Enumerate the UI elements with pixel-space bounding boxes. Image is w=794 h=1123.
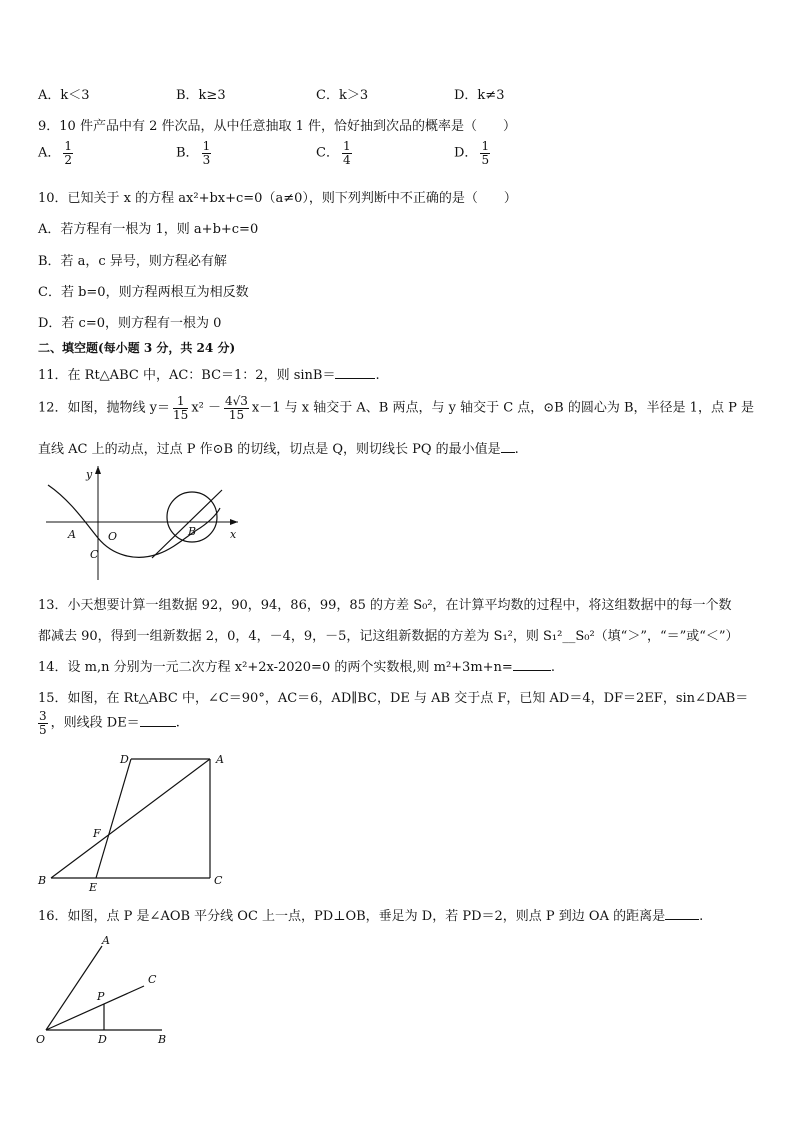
q13-line2: 都减去 90，得到一组新数据 2，0，4，－4，9，－5，记这组新数据的方差为 S₁²，则 S₁²__S₀²（填“＞”，“＝”或“＜”） — [38, 629, 739, 644]
parabola-curve — [48, 485, 220, 557]
q13-line1: 13．小天想要计算一组数据 92，90，94，86，99，85 的方差 S₀²，在计算平均数的过程中，将这组数据中的每一个数 — [38, 598, 732, 613]
label-c: C — [214, 874, 223, 887]
segment-de — [96, 759, 131, 878]
q14-text: 14．设 m,n 分别为一元二次方程 x²+2x-2020=0 的两个实数根,则 m²+3m+n= . — [38, 660, 555, 675]
label-c: C — [148, 973, 157, 986]
label-x: x — [230, 528, 237, 541]
q9-option-b: B． $\frac{1}{3}$ — [176, 139, 211, 167]
y-axis-arrow — [95, 466, 101, 474]
label-y: y — [86, 468, 93, 481]
q9-option-d: D． $\frac{1}{5}$ — [454, 139, 490, 167]
q10-option-d: D．若 c=0，则方程有一根为 0 — [38, 316, 222, 331]
q8-option-d: D．k≠3 — [454, 88, 505, 103]
label-a: A — [68, 528, 76, 541]
q8-option-b: B．k≥3 — [176, 88, 226, 103]
tangent-line — [152, 490, 222, 558]
figure-parabola-circle — [40, 460, 250, 585]
q8-option-a: A．k＜3 — [38, 88, 90, 103]
q10-stem: 10．已知关于 x 的方程 ax²+bx+c=0（a≠0），则下列判断中不正确的是（ ） — [38, 191, 517, 206]
q15-line1: 15．如图，在 Rt△ABC 中，∠C＝90°，AC＝6，AD∥BC，DE 与 AB 交于点 F，已知 AD＝4，DF＝2EF，sin∠DAB＝ — [38, 691, 749, 706]
label-f: F — [93, 827, 101, 840]
q9-stem: 9．10 件产品中有 2 件次品，从中任意抽取 1 件，恰好抽到次品的概率是（ ） — [38, 119, 517, 134]
x-axis-arrow — [230, 519, 238, 525]
q12-line1: 12．如图，抛物线 y＝ $\frac{1}{15}$ x² － $\frac{4√3}{15}$ x－1 与 x 轴交于 A、B 两点，与 y 轴交于 C 点，⊙B 的圆心为 B，半径是 1，点 P 是 — [38, 394, 754, 422]
section-heading-fill-in: 二、填空题(每小题 3 分，共 24 分) — [38, 341, 236, 355]
label-a: A — [216, 753, 224, 766]
label-o: O — [108, 530, 118, 543]
q12-line2: 直线 AC 上的动点，过点 P 作⊙B 的切线，切点是 Q，则切线长 PQ 的最小值是 . — [38, 442, 519, 457]
q9-option-c: C． $\frac{1}{4}$ — [316, 139, 351, 167]
label-b: B — [38, 874, 47, 887]
label-d: D — [98, 1033, 107, 1046]
segment-ab — [51, 759, 210, 878]
label-d: D — [120, 753, 129, 766]
q16-text: 16．如图，点 P 是∠AOB 平分线 OC 上一点，PD⊥OB，垂足为 D，若 PD＝2，则点 P 到边 OA 的距离是 . — [38, 909, 704, 924]
figure-trapezoid — [34, 750, 234, 895]
label-c: C — [90, 548, 99, 561]
q15-line2: $\frac{3}{5}$ ，则线段 DE＝ . — [39, 709, 180, 737]
label-b: B — [158, 1033, 167, 1046]
figure-angle-bisector — [34, 930, 184, 1050]
label-p: P — [97, 990, 105, 1003]
q10-option-b: B．若 a，c 异号，则方程必有解 — [38, 254, 227, 269]
q8-option-c: C．k＞3 — [316, 88, 369, 103]
label-o: O — [36, 1033, 46, 1046]
label-a: A — [102, 934, 110, 947]
label-e: E — [89, 881, 98, 894]
label-b: B — [188, 525, 197, 538]
q10-option-a: A．若方程有一根为 1，则 a+b+c=0 — [38, 222, 259, 237]
q11-text: 11．在 Rt△ABC 中，AC：BC＝1：2，则 sinB＝ . — [38, 368, 380, 383]
q10-option-c: C．若 b=0，则方程两根互为相反数 — [38, 285, 249, 300]
q9-option-a: A． $\frac{1}{2}$ — [38, 139, 73, 167]
